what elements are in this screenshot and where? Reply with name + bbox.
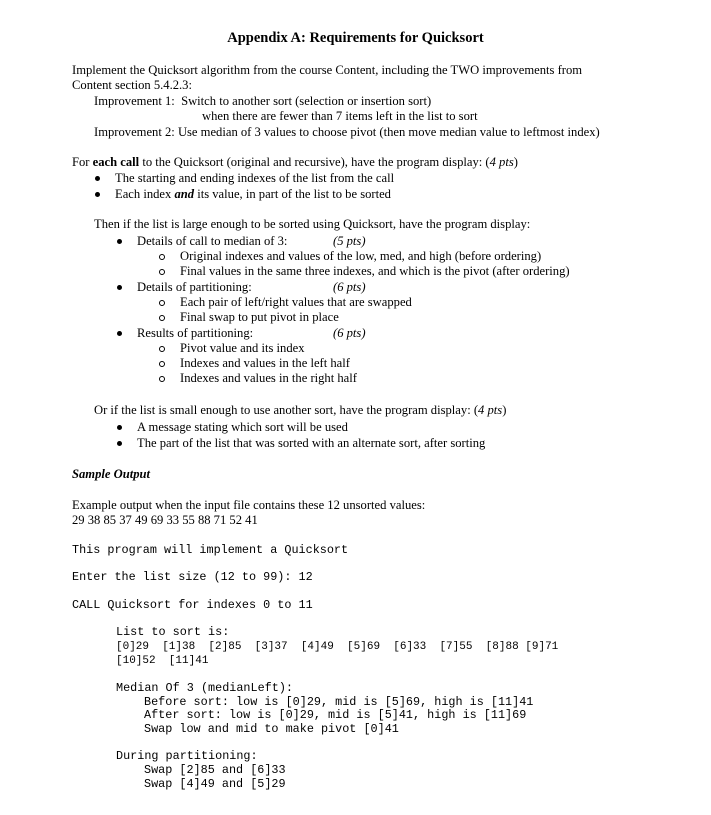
small-heading-pre: Or if the list is small enough to use another sort, have the program display: (: [94, 403, 479, 417]
output-during-label: During partitioning:: [116, 749, 258, 763]
results-item-3: Indexes and values in the right half: [180, 371, 357, 385]
bullet-2-post: its value, in part of the list to be sorted: [194, 187, 391, 201]
small-heading: [94, 403, 506, 418]
output-swap-2: Swap [4]49 and [5]29: [144, 777, 286, 791]
each-call-prefix: For: [72, 155, 93, 169]
each-call-close: ): [513, 155, 518, 169]
circle-bullet-icon: [159, 254, 165, 260]
page-title: Appendix A: Requirements for Quicksort: [227, 30, 484, 46]
output-line-intro: This program will implement a Quicksort: [72, 543, 349, 557]
each-call-heading: [72, 155, 518, 170]
output-swap-1: Swap [2]85 and [6]33: [144, 763, 286, 777]
results-pts: (6 pts): [333, 326, 366, 340]
improvement-1: Improvement 1: Switch to another sort (selection or insertion sort): [94, 94, 432, 108]
circle-bullet-icon: [159, 315, 165, 321]
each-call-bold: each call: [92, 155, 140, 169]
median-item-2: Final values in the same three indexes, and which is the pivot (after ordering): [180, 264, 570, 278]
results-item-1: Pivot value and its index: [180, 341, 305, 355]
bullet-icon: [117, 425, 122, 430]
each-call-bullet-2: [115, 187, 391, 202]
output-median-label: Median Of 3 (medianLeft):: [116, 681, 293, 695]
partition-label: Details of partitioning:: [137, 280, 252, 294]
results-label: Results of partitioning:: [137, 326, 254, 340]
each-call-bullet-1: The starting and ending indexes of the list from the call: [115, 171, 395, 185]
circle-bullet-icon: [159, 269, 165, 275]
improvement-2: Improvement 2: Use median of 3 values to choose pivot (then move median value to leftmost index): [94, 125, 600, 139]
bullet-2-and: and: [174, 187, 195, 201]
median-pts: (5 pts): [333, 234, 366, 248]
output-list-row-2: [10]52 [11]41: [116, 655, 209, 667]
sample-output-heading: Sample Output: [72, 467, 151, 481]
median-item-1: Original indexes and values of the low, med, and high (before ordering): [180, 249, 542, 263]
bullet-icon: [95, 192, 100, 197]
output-line-size: Enter the list size (12 to 99): 12: [72, 570, 313, 584]
median-label: Details of call to median of 3:: [137, 234, 288, 248]
bullet-icon: [117, 239, 122, 244]
bullet-icon: [117, 441, 122, 446]
each-call-pts: 4 pts: [489, 155, 514, 169]
partition-item-2: Final swap to put pivot in place: [180, 310, 339, 324]
bullet-2-pre: Each index: [115, 187, 175, 201]
output-list-row-1: [0]29 [1]38 [2]85 [3]37 [4]49 [5]69 [6]33 [7]55 [8]88 [9]71: [116, 641, 559, 653]
small-heading-close: ): [502, 403, 507, 417]
bullet-icon: [117, 285, 122, 290]
partition-pts: (6 pts): [333, 280, 366, 294]
output-swap-mid: Swap low and mid to make pivot [0]41: [144, 722, 399, 736]
small-heading-pts: 4 pts: [478, 403, 503, 417]
output-before-sort: Before sort: low is [0]29, mid is [5]69, high is [11]41: [144, 695, 534, 709]
circle-bullet-icon: [159, 376, 165, 382]
large-heading: Then if the list is large enough to be sorted using Quicksort, have the program display:: [94, 217, 531, 231]
improvement-1-cont: when there are fewer than 7 items left in the list to sort: [202, 109, 478, 123]
small-item-2: The part of the list that was sorted with an alternate sort, after sorting: [137, 436, 486, 450]
intro-line-2: Content section 5.4.2.3:: [72, 78, 192, 92]
bullet-icon: [117, 331, 122, 336]
output-line-call: CALL Quicksort for indexes 0 to 11: [72, 598, 313, 612]
small-item-1: A message stating which sort will be used: [137, 420, 348, 434]
each-call-suffix: to the Quicksort (original and recursive), have the program display: (: [139, 155, 490, 169]
output-list-label: List to sort is:: [116, 625, 230, 639]
example-line: Example output when the input file contains these 12 unsorted values:: [72, 498, 426, 512]
values-line: 29 38 85 37 49 69 33 55 88 71 52 41: [72, 513, 258, 527]
intro-line-1: Implement the Quicksort algorithm from the course Content, including the TWO improvements from: [72, 63, 583, 77]
output-after-sort: After sort: low is [0]29, mid is [5]41, high is [11]69: [144, 708, 527, 722]
bullet-icon: [95, 176, 100, 181]
circle-bullet-icon: [159, 361, 165, 367]
partition-item-1: Each pair of left/right values that are swapped: [180, 295, 412, 309]
circle-bullet-icon: [159, 346, 165, 352]
circle-bullet-icon: [159, 300, 165, 306]
results-item-2: Indexes and values in the left half: [180, 356, 350, 370]
